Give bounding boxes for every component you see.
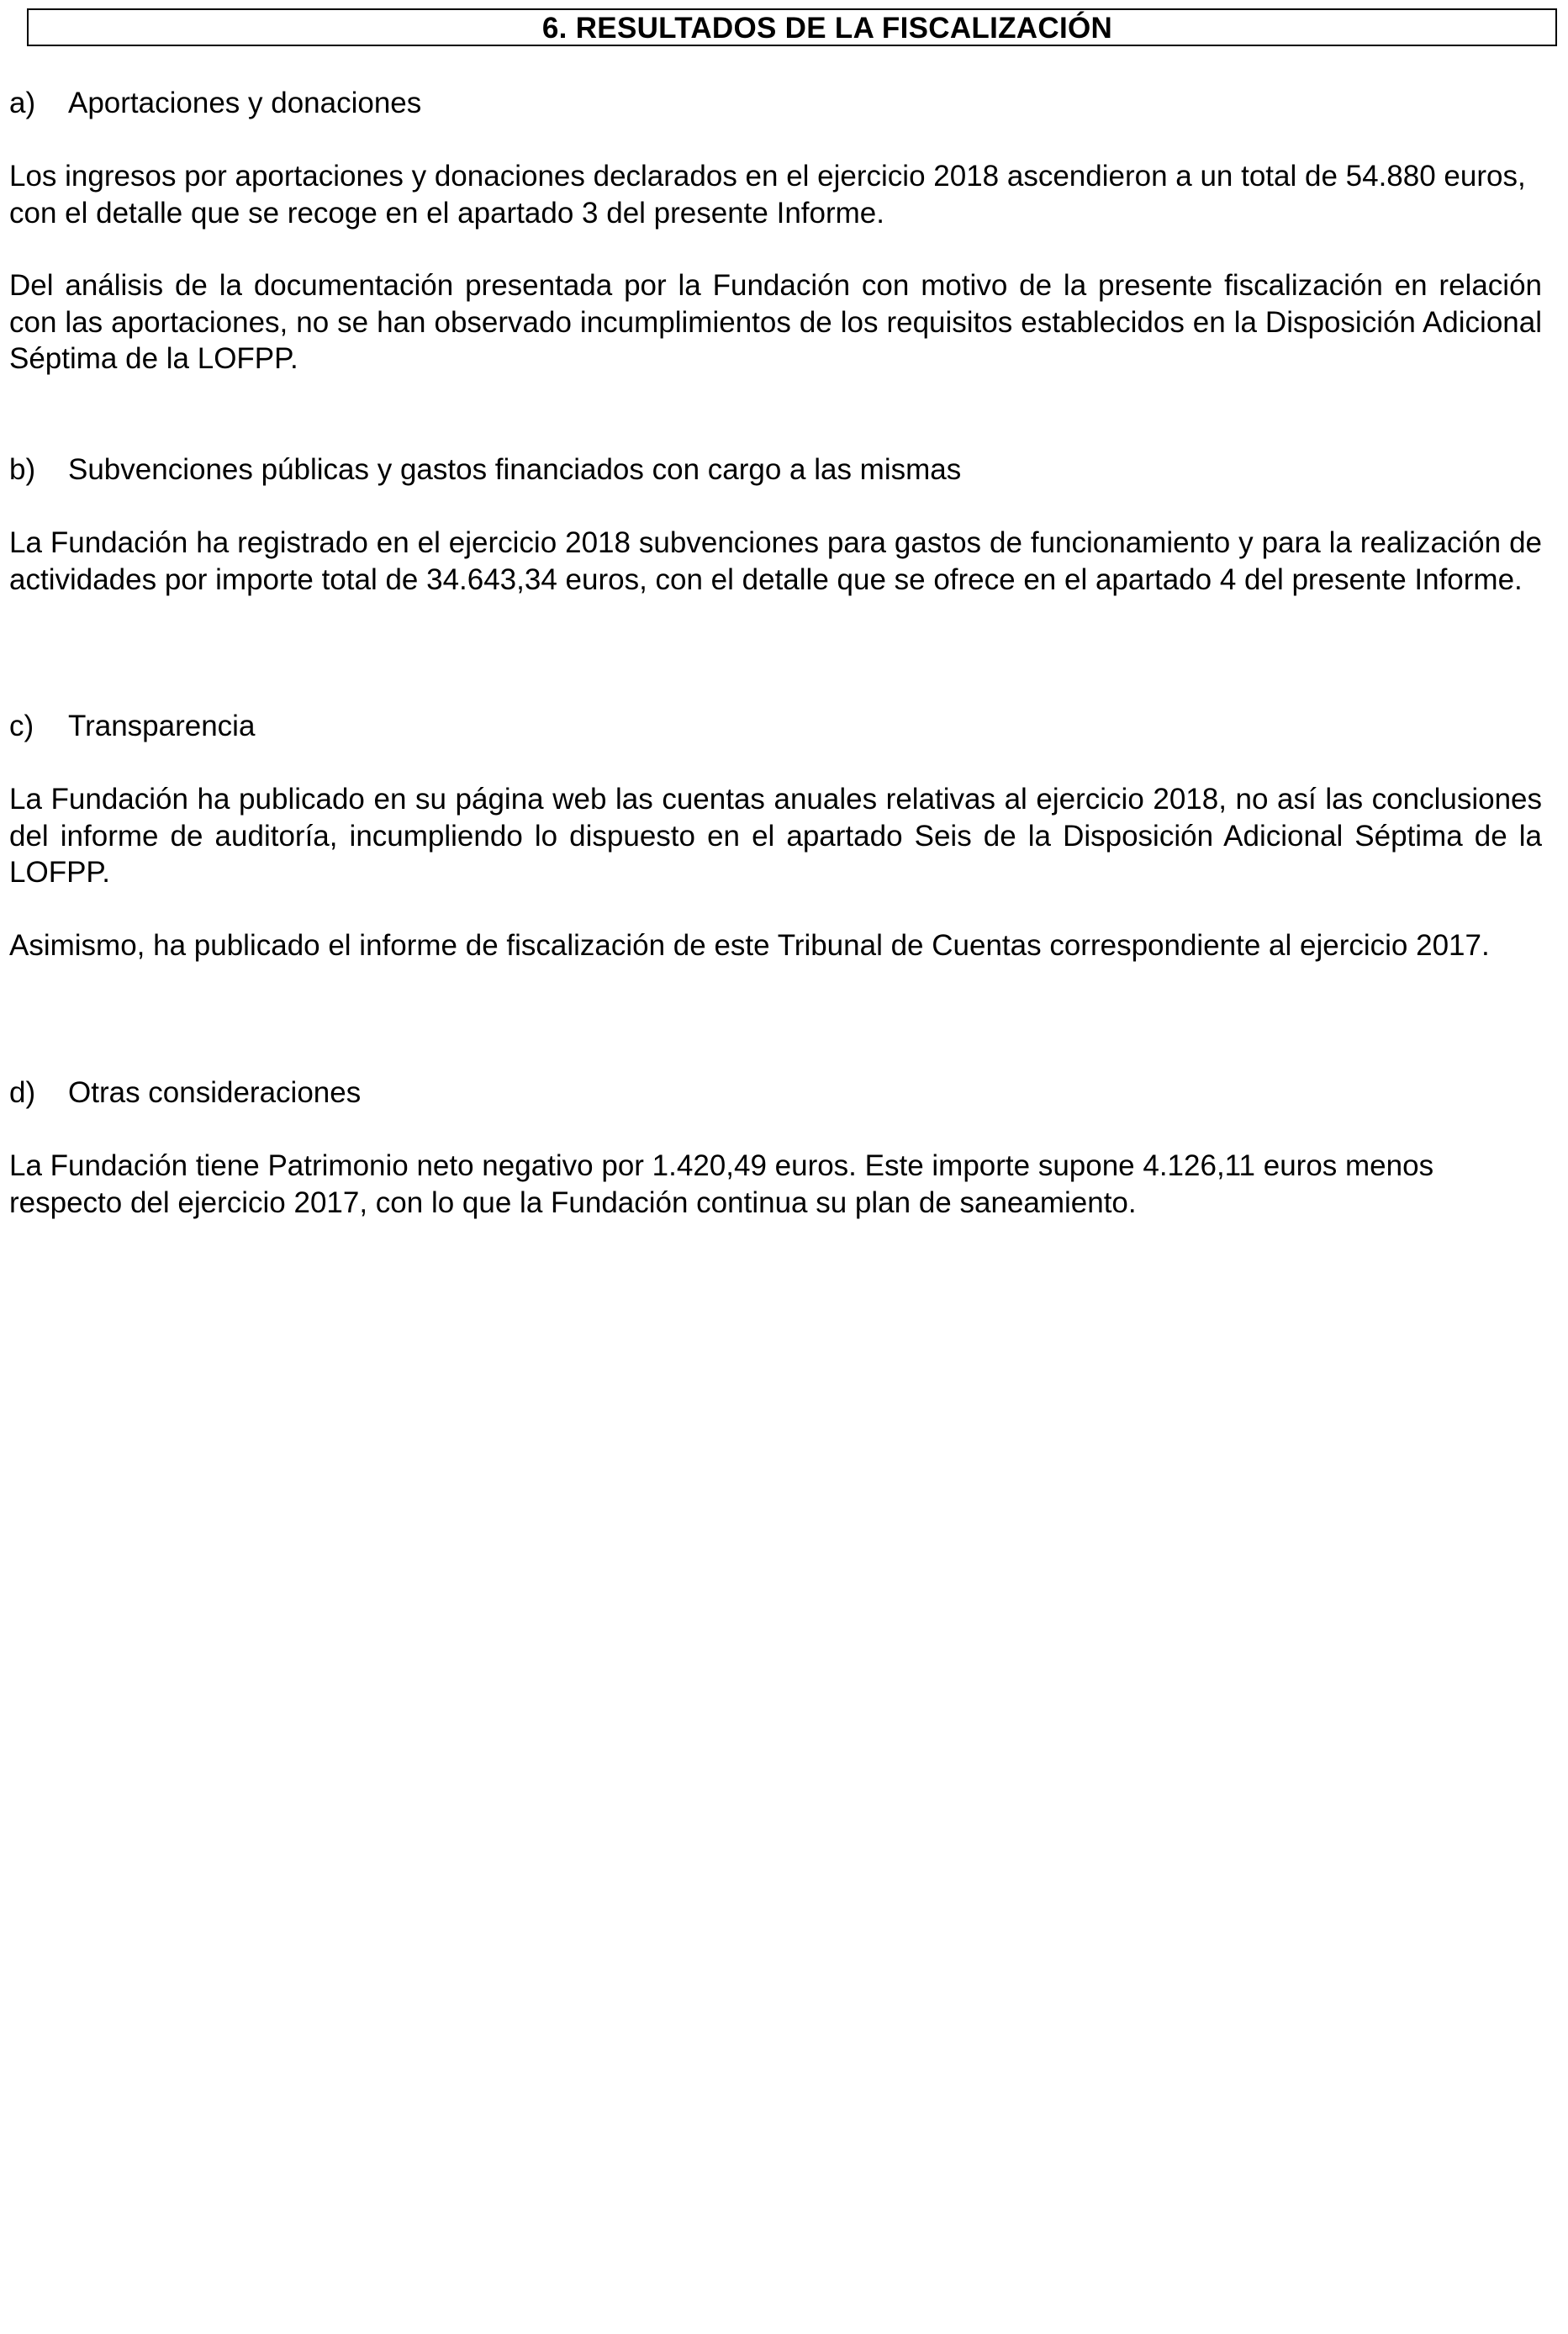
subsection-heading-b <box>9 451 961 488</box>
subsection-title: Subvenciones públicas y gastos financiados con cargo a las mismas <box>68 453 962 486</box>
section-title: 6. RESULTADOS DE LA FISCALIZACIÓN <box>541 12 1113 45</box>
subsection-heading-d <box>9 1075 361 1112</box>
paragraph: Del análisis de la documentación presentada por la Fundación con motivo de la presente fiscalización en relación con las aportaciones, no se han observado incumplimientos de los requisitos establecidos en la Disposición Adicional Séptima de la LOFPP. <box>9 269 1542 375</box>
subsection-letter: c) <box>9 710 34 742</box>
section-title-box <box>27 8 1557 46</box>
subsection-letter: b) <box>9 453 36 486</box>
subsection-heading-a <box>9 85 421 122</box>
subsection-title: Aportaciones y donaciones <box>68 87 422 119</box>
subsection-title: Transparencia <box>68 710 256 742</box>
paragraph: La Fundación ha publicado en su página web las cuentas anuales relativas al ejercicio 2018, no así las conclusiones del informe de auditoría, incumpliendo lo dispuesto en el apartado Seis de la Disposición Adicional Séptima de la LOFPP. <box>9 783 1542 889</box>
paragraph: La Fundación ha registrado en el ejercicio 2018 subvenciones para gastos de funcionamiento y para la realización de actividades por importe total de 34.643,34 euros, con el detalle que se ofrece en el apartado 4 del presente Informe. <box>9 526 1542 596</box>
subsection-title: Otras consideraciones <box>68 1076 362 1109</box>
paragraph: Los ingresos por aportaciones y donaciones declarados en el ejercicio 2018 ascendieron a un total de 54.880 euros, con el detalle que se recoge en el apartado 3 del presente Informe. <box>9 160 1526 230</box>
paragraph: La Fundación tiene Patrimonio neto negativo por 1.420,49 euros. Este importe supone 4.126,11 euros menos respecto del ejercicio 2017, con lo que la Fundación continua su plan de saneamiento. <box>9 1149 1434 1219</box>
subsection-heading-c <box>9 708 255 745</box>
paragraph: Asimismo, ha publicado el informe de fiscalización de este Tribunal de Cuentas correspondiente al ejercicio 2017. <box>9 929 1490 962</box>
subsection-letter: d) <box>9 1076 36 1109</box>
subsection-letter: a) <box>9 87 36 119</box>
